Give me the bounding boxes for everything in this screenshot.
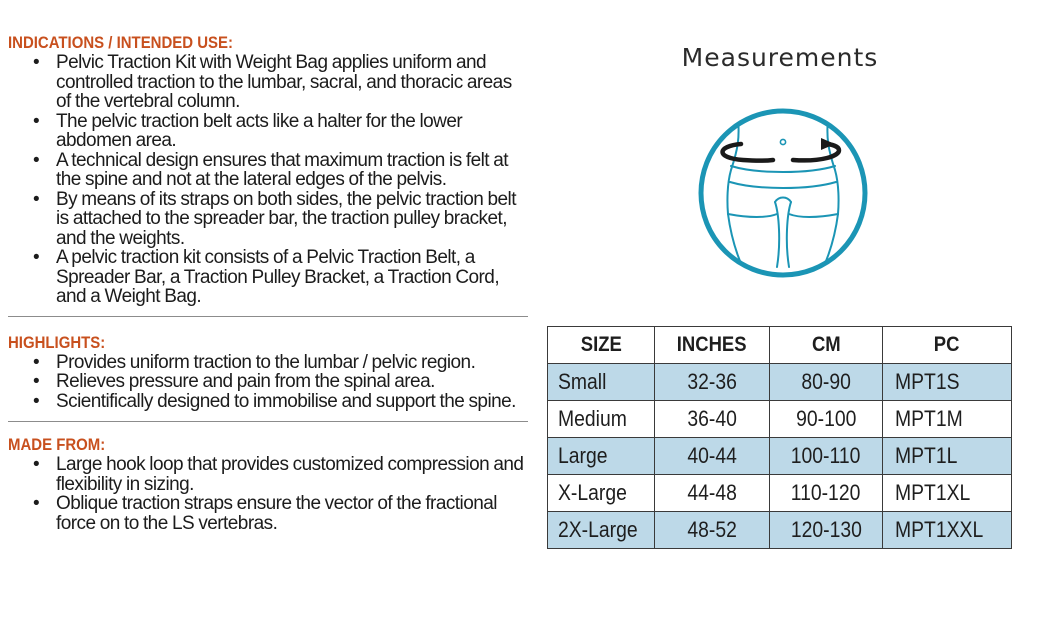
- cm-cell: 90-100: [770, 401, 883, 438]
- bullet-icon: •: [33, 52, 40, 73]
- highlights-section: [8, 333, 528, 412]
- made-from-list: [8, 455, 528, 533]
- size-cell: Large: [548, 438, 655, 475]
- indications-section: [8, 33, 528, 307]
- list-item: • Provides uniform traction to the lumbar / pelvic region.: [33, 351, 476, 373]
- product-description: [8, 33, 528, 533]
- table-header-row: [548, 327, 1012, 364]
- made-from-heading: MADE FROM:: [8, 435, 106, 454]
- column-header-pc: PC: [883, 327, 1012, 364]
- cm-cell: 100-110: [770, 438, 883, 475]
- size-cell: Small: [548, 364, 655, 401]
- table-row: [548, 512, 1012, 549]
- table-row: [548, 401, 1012, 438]
- size-cell: 2X-Large: [548, 512, 655, 549]
- pc-cell: MPT1M: [883, 401, 1012, 438]
- bullet-icon: •: [33, 110, 40, 132]
- bullet-icon: •: [33, 371, 40, 392]
- bullet-icon: •: [33, 351, 40, 373]
- bullet-icon: •: [33, 454, 40, 475]
- cm-cell: 80-90: [770, 364, 883, 401]
- size-chart-table: [547, 326, 1012, 549]
- table-row: [548, 364, 1012, 401]
- list-item: • Relieves pressure and pain from the spinal area.: [33, 371, 435, 392]
- list-item: • A technical design ensures that maximum traction is felt at the spine and not at the lateral edges of the pelvis.: [33, 149, 509, 190]
- cm-cell: 120-130: [770, 512, 883, 549]
- waist-measurement-icon: [697, 92, 869, 294]
- list-item: • Large hook loop that provides customized compression and flexibility in sizing.: [33, 454, 524, 495]
- cm-cell: 110-120: [770, 475, 883, 512]
- column-header-size: SIZE: [548, 327, 655, 364]
- list-item: • A pelvic traction kit consists of a Pelvic Traction Belt, a Spreader Bar, a Traction Pulley Bracket, a Traction Cord, and a Weight Bag.: [33, 247, 500, 307]
- made-from-section: [8, 435, 528, 533]
- pc-cell: MPT1XL: [883, 475, 1012, 512]
- highlights-heading: HIGHLIGHTS:: [8, 332, 106, 352]
- bullet-icon: •: [33, 390, 40, 412]
- column-header-cm: CM: [770, 327, 883, 364]
- inches-cell: 32-36: [655, 364, 770, 401]
- measurements-title: Measurements: [681, 43, 879, 72]
- table-row: [548, 475, 1012, 512]
- pc-cell: MPT1L: [883, 438, 1012, 475]
- list-item: • Scientifically designed to immobilise and support the spine.: [33, 390, 516, 412]
- inches-cell: 36-40: [655, 401, 770, 438]
- pc-cell: MPT1XXL: [883, 512, 1012, 549]
- list-item: • The pelvic traction belt acts like a halter for the lower abdomen area.: [33, 110, 463, 151]
- bullet-icon: •: [33, 188, 40, 210]
- bullet-icon: •: [33, 247, 40, 268]
- indications-list: [8, 53, 528, 307]
- size-cell: Medium: [548, 401, 655, 438]
- indications-heading: INDICATIONS / INTENDED USE:: [8, 33, 233, 52]
- column-header-inches: INCHES: [655, 327, 770, 364]
- table-row: [548, 438, 1012, 475]
- bullet-icon: •: [33, 149, 40, 171]
- list-item: • Oblique traction straps ensure the vector of the fractional force on to the LS vertebras.: [33, 493, 497, 534]
- size-cell: X-Large: [548, 475, 655, 512]
- list-item: • By means of its straps on both sides, the pelvic traction belt is attached to the spreader bar, the traction pulley bracket, and the weights.: [33, 188, 516, 249]
- pc-cell: MPT1S: [883, 364, 1012, 401]
- inches-cell: 48-52: [655, 512, 770, 549]
- inches-cell: 40-44: [655, 438, 770, 475]
- bullet-icon: •: [33, 493, 40, 514]
- highlights-list: [8, 353, 528, 412]
- list-item: • Pelvic Traction Kit with Weight Bag applies uniform and controlled traction to the lumbar, sacral, and thoracic areas of the vertebral column.: [33, 52, 512, 112]
- inches-cell: 44-48: [655, 475, 770, 512]
